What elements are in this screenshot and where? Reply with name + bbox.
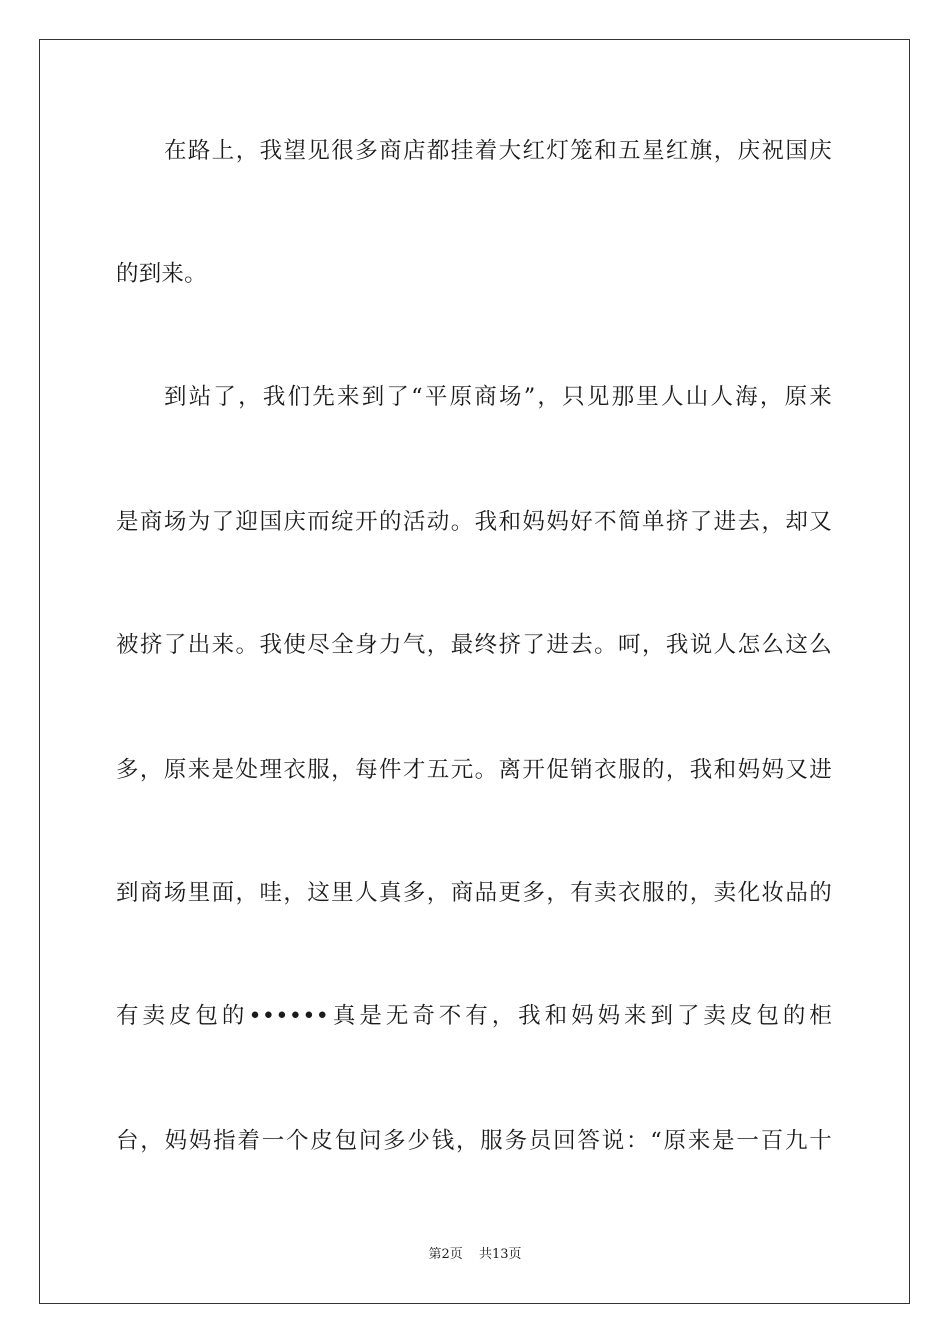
paragraph-line: 的到来。: [116, 261, 207, 287]
page-frame: [39, 39, 910, 1304]
paragraph-line: 到商场里面，哇，这里人真多，商品更多，有卖衣服的，卖化妆品的: [116, 880, 832, 906]
page-number: 第2页: [428, 1247, 463, 1262]
paragraph-line: 在路上，我望见很多商店都挂着大红灯笼和五星红旗，庆祝国庆: [164, 138, 832, 164]
page-total: 共13页: [478, 1247, 522, 1262]
paragraph-line: 是商场为了迎国庆而绽开的活动。我和妈妈好不简单挤了进去，却又: [116, 509, 832, 535]
paragraph-line: 到站了，我们先来到了“平原商场”，只见那里人山人海，原来: [164, 384, 832, 410]
paragraph-line: 台，妈妈指着一个皮包问多少钱，服务员回答说：“原来是一百九十: [116, 1128, 832, 1154]
paragraph-line: 多，原来是处理衣服，每件才五元。离开促销衣服的，我和妈妈又进: [116, 757, 832, 783]
paragraph-line: 被挤了出来。我使尽全身力气，最终挤了进去。呵，我说人怎么这么: [116, 632, 832, 658]
page-footer: [0, 1246, 950, 1264]
paragraph-line: 有卖皮包的••••••真是无奇不有，我和妈妈来到了卖皮包的柜: [116, 1003, 832, 1029]
